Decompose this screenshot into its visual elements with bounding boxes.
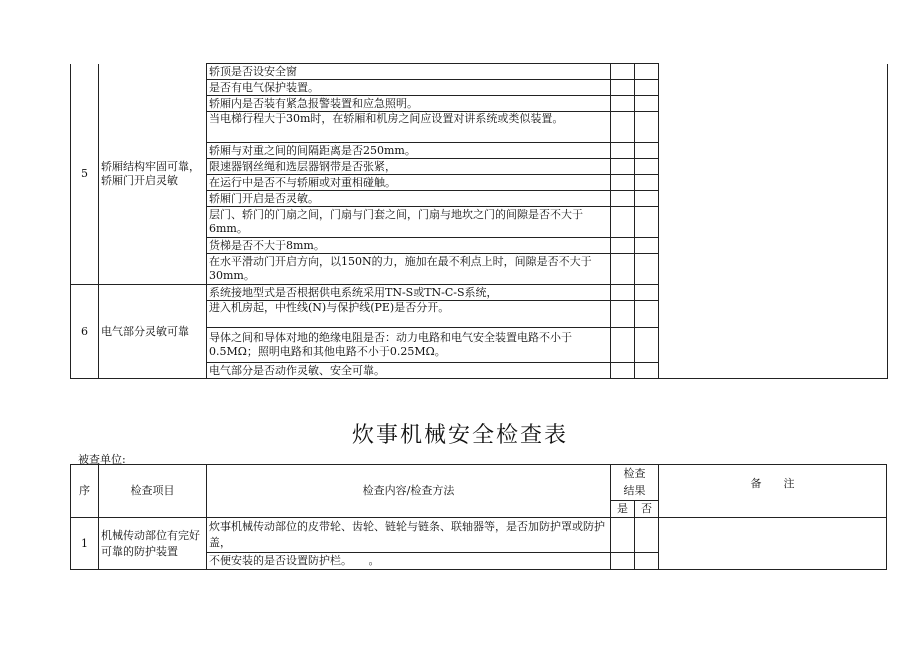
page-title: 炊事机械安全检查表 xyxy=(351,423,568,448)
remark-cell xyxy=(659,64,888,379)
check-content: 不便安装的是否设置防护栏。 。 xyxy=(207,553,611,570)
check-content: 在运行中是否不与轿厢或对重相碰触。 xyxy=(207,175,611,191)
kitchen-machinery-check-table xyxy=(70,464,887,570)
remark-cell xyxy=(659,518,887,570)
row-number: 1 xyxy=(71,518,99,570)
header-remark: 备 注 xyxy=(659,465,887,518)
check-content: 电气部分是否动作灵敏、安全可靠。 xyxy=(207,363,611,379)
check-item: 电气部分灵敏可靠 xyxy=(99,285,207,379)
no-cell xyxy=(635,64,659,80)
header-content: 检查内容/检查方法 xyxy=(207,465,611,518)
check-content: 轿厢内是否装有紧急报警装置和应急照明。 xyxy=(207,96,611,112)
header-no-col: 否 xyxy=(635,500,659,517)
header-no: 序 xyxy=(71,465,99,518)
check-content: 轿厢与对重之间的间隔距离是否250mm。 xyxy=(207,143,611,159)
check-content: 进入机房起，中性线(N)与保护线(PE)是否分开。 xyxy=(207,301,611,328)
check-content: 轿顶是否设安全窗 xyxy=(207,64,611,80)
row-number: 5 xyxy=(71,64,99,285)
check-content: 当电梯行程大于30m时，在轿厢和机房之间应设置对讲系统或类似装置。 xyxy=(207,112,611,143)
row-number: 6 xyxy=(71,285,99,379)
check-content: 货梯是否不大于8mm。 xyxy=(207,238,611,254)
check-content: 在水平滑动门开启方向，以150N的力，施加在最不利点上时，间隙是否不大于30mm。 xyxy=(207,254,611,285)
check-item: 轿厢结构牢固可靠，轿厢门开启灵敏 xyxy=(99,64,207,285)
inspected-unit-label: 被查单位: xyxy=(78,453,126,466)
elevator-check-table xyxy=(70,63,888,379)
check-content: 炊事机械传动部位的皮带轮、齿轮、链轮与链条、联轴器等，是否加防护罩或防护盖， xyxy=(207,518,611,553)
check-content: 系统接地型式是否根据供电系统采用TN-S或TN-C-S系统， xyxy=(207,285,611,301)
check-content: 层门、轿门的门扇之间，门扇与门套之间，门扇与地坎之门的间隙是否不大于6mm。 xyxy=(207,207,611,238)
check-content: 限速器钢丝绳和选层器钢带是否张紧， xyxy=(207,159,611,175)
header-item: 检查项目 xyxy=(99,465,207,518)
check-content: 轿厢门开启是否灵敏。 xyxy=(207,191,611,207)
header-result: 检查结果 xyxy=(611,465,659,501)
header-yes: 是 xyxy=(611,500,635,517)
yes-cell xyxy=(611,64,635,80)
check-content: 导体之间和导体对地的绝缘电阻是否：动力电路和电气安全装置电路不小于0.5MΩ；照明电路和其他电路不小于0.25MΩ。 xyxy=(207,328,611,363)
check-item: 机械传动部位有完好可靠的防护装置 xyxy=(99,518,207,570)
check-content: 是否有电气保护装置。 xyxy=(207,80,611,96)
